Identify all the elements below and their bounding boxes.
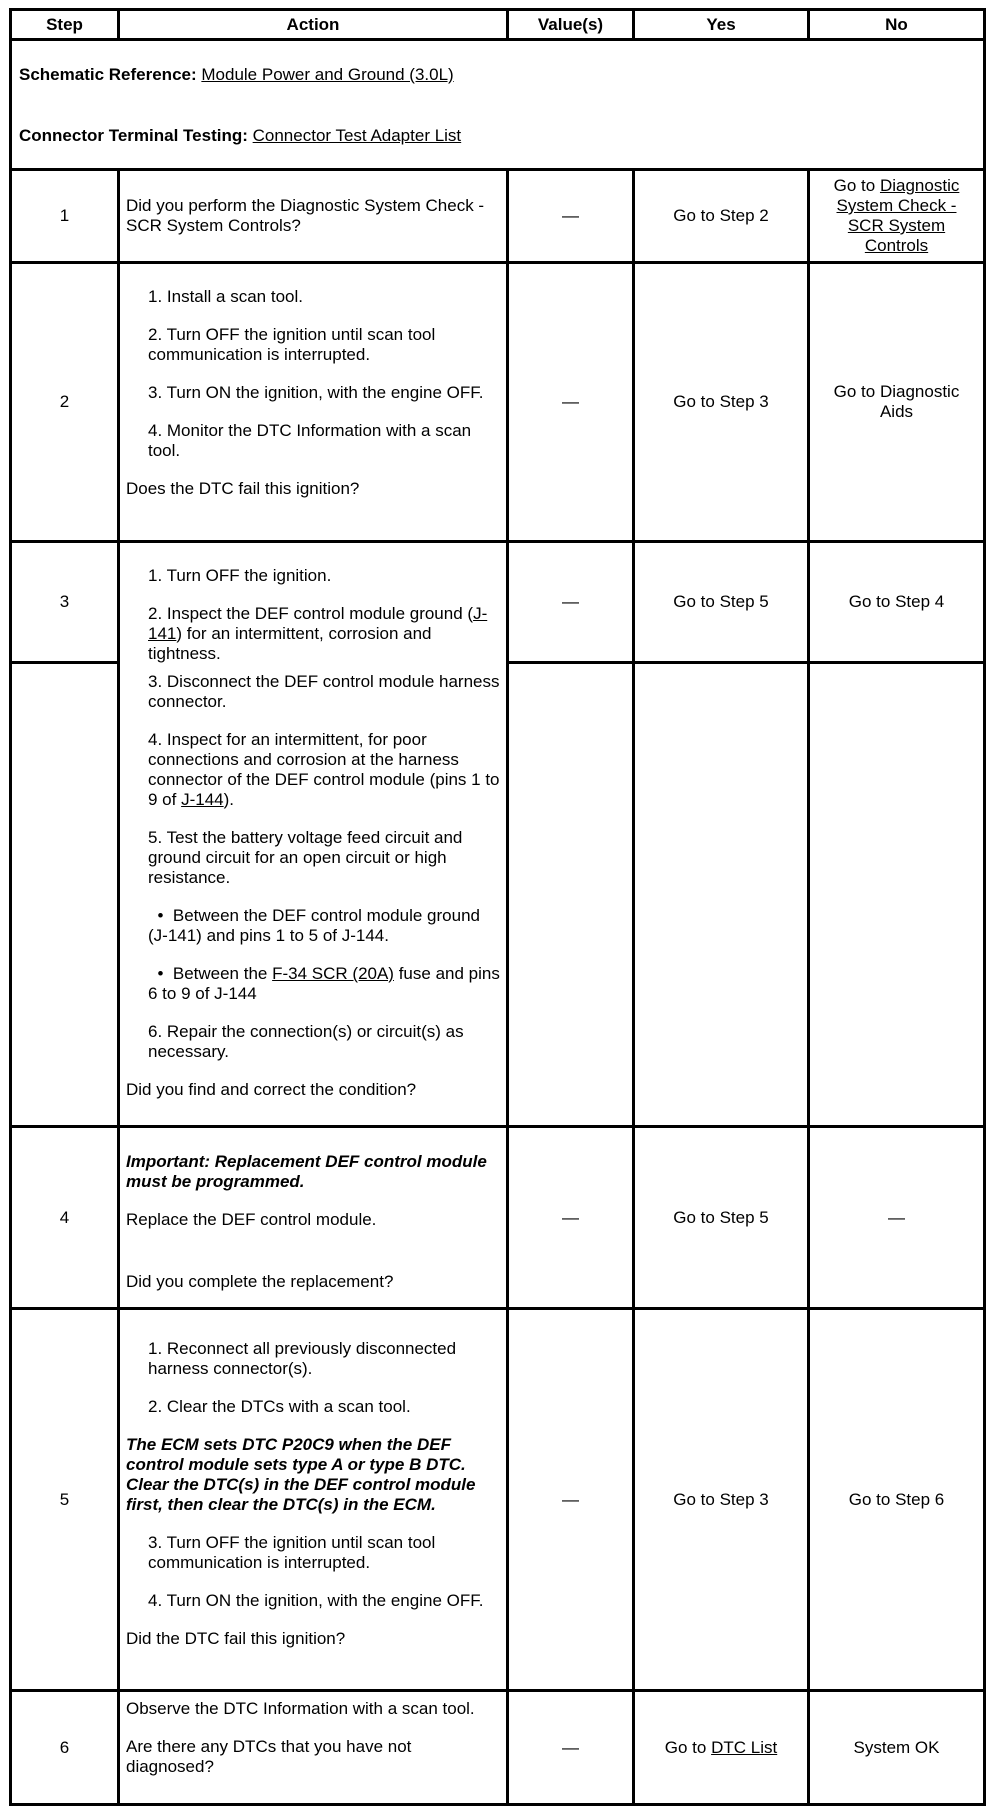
step-no-link[interactable]: Go to Step 6	[848, 1489, 945, 1509]
question: Did the DTC fail this ignition?	[126, 1629, 346, 1648]
instruction: 4. Monitor the DTC Information with a scan tool.	[148, 421, 472, 460]
instruction: 3. Turn OFF the ignition until scan tool communication is interrupted.	[148, 1533, 436, 1572]
step-yes-link[interactable]: Go to Step 5	[673, 592, 769, 611]
step-number: 1	[59, 206, 70, 225]
step-value: —	[562, 1737, 579, 1757]
connector-link[interactable]: J-141	[148, 604, 488, 643]
bullet-icon: •	[148, 964, 173, 983]
connector-link[interactable]: J-144	[181, 790, 224, 809]
step-number: 3	[59, 592, 70, 611]
instruction: 3. Turn ON the ignition, with the engine OFF.	[148, 383, 484, 402]
instruction-text: 2. Inspect the DEF control module ground (	[148, 604, 474, 623]
instruction: 1. Turn OFF the ignition.	[148, 566, 332, 585]
instruction: 2. Clear the DTCs with a scan tool.	[148, 1397, 411, 1416]
step-number: 2	[59, 392, 70, 411]
step-yes-cell	[635, 1692, 807, 1803]
step-no-prefix: Go to	[833, 176, 876, 195]
step-number: 6	[59, 1737, 70, 1757]
step-value: —	[562, 392, 579, 411]
divider	[9, 38, 986, 41]
bullet-text: Between the	[172, 964, 273, 983]
connector-reference-label: Connector Terminal Testing:	[19, 126, 248, 145]
instruction	[126, 730, 501, 810]
step-no-link[interactable]: Diagnostic	[879, 176, 960, 195]
step-yes-link[interactable]: Go to Step 2	[673, 206, 769, 225]
step-action	[126, 566, 501, 1100]
instruction: 2. Turn OFF the ignition until scan tool communication is interrupted.	[148, 325, 436, 364]
question: Did you find and correct the condition?	[126, 1080, 417, 1099]
step-yes-prefix: Go to	[664, 1737, 712, 1757]
bullet-text: Between the DEF control module ground (J-141) and pins 1 to 5 of J-144.	[148, 906, 480, 945]
step-yes-link[interactable]: Go to Step 5	[673, 1207, 769, 1227]
connector-reference-link[interactable]: Connector Test Adapter List	[252, 126, 462, 145]
instruction-text: ) for an intermittent, corrosion and tightness.	[148, 624, 432, 663]
step-no: System OK	[853, 1737, 940, 1757]
bullet-item	[126, 964, 501, 1004]
question: Does the DTC fail this ignition?	[126, 479, 360, 498]
divider	[9, 661, 119, 664]
step-no: —	[888, 1207, 905, 1227]
schematic-reference-link[interactable]: Module Power and Ground (3.0L)	[201, 65, 454, 84]
step-value: —	[562, 592, 579, 611]
question: Did you complete the replacement?	[126, 1272, 394, 1291]
step-yes-link[interactable]: Go to Step 3	[673, 1489, 769, 1509]
question: Are there any DTCs that you have not diagnosed?	[126, 1737, 412, 1776]
divider	[507, 661, 986, 664]
instruction	[126, 604, 501, 664]
fuse-link[interactable]: F-34 SCR (20A)	[272, 964, 394, 983]
step-action: Did you perform the Diagnostic System Check - SCR System Controls?	[126, 196, 485, 235]
schematic-reference-label: Schematic Reference:	[19, 65, 197, 84]
step-action	[126, 1339, 501, 1649]
step-value: —	[562, 206, 579, 225]
step-number: 4	[59, 1207, 70, 1227]
step-value: —	[562, 1207, 579, 1227]
header-values: Value(s)	[537, 14, 604, 34]
header-no: No	[885, 14, 908, 34]
instruction: 5. Test the battery voltage feed circuit and ground circuit for an open circuit or high resistance.	[148, 828, 463, 887]
header-action: Action	[286, 14, 340, 34]
step-action	[126, 287, 501, 499]
step-no-cell	[810, 171, 983, 261]
dtc-list-link[interactable]: DTC List	[711, 1737, 778, 1757]
bullet-icon: •	[148, 906, 173, 925]
instruction: 4. Turn ON the ignition, with the engine OFF.	[148, 1591, 484, 1610]
instruction: 6. Repair the connection(s) or circuit(s) as necessary.	[148, 1022, 464, 1061]
step-action	[126, 1699, 501, 1777]
step-no-link[interactable]	[810, 264, 983, 540]
step-number: 5	[59, 1489, 70, 1509]
step-value: —	[562, 1489, 579, 1509]
connector-reference	[19, 126, 919, 146]
instruction-text: ).	[223, 790, 235, 809]
instruction: 1. Install a scan tool.	[148, 287, 303, 306]
step-no-link[interactable]: Go to Step 4	[848, 592, 945, 611]
step-no-link[interactable]: System Check - SCR System Controls	[836, 196, 957, 255]
step-yes-link[interactable]: Go to Step 3	[673, 392, 769, 411]
header-yes: Yes	[706, 14, 736, 34]
bullet-item	[126, 906, 501, 946]
divider	[117, 168, 120, 1806]
header-step: Step	[46, 14, 83, 34]
instruction: 3. Disconnect the DEF control module harness connector.	[148, 672, 500, 711]
instruction: Observe the DTC Information with a scan tool.	[126, 1699, 475, 1718]
step-no-text: Go to Diagnostic Aids	[833, 382, 960, 421]
bullet-text: fuse and pins 6 to 9 of J-144	[148, 964, 500, 1003]
step-action	[126, 1152, 501, 1292]
important-note: The ECM sets DTC P20C9 when the DEF control module sets type A or type B DTC. Clear the DTC(s) in the DEF control module first, then clear the DTC(s) in the ECM.	[126, 1435, 476, 1514]
instruction: 1. Reconnect all previously disconnected harness connector(s).	[148, 1339, 457, 1378]
instruction-text: 4. Inspect for an intermittent, for poor connections and corrosion at the harness connector of the DEF control module (pins 1 to 9 of	[148, 730, 500, 809]
instruction: Replace the DEF control module.	[126, 1210, 377, 1229]
schematic-reference	[19, 65, 919, 85]
important-note: Important: Replacement DEF control module must be programmed.	[126, 1152, 487, 1191]
